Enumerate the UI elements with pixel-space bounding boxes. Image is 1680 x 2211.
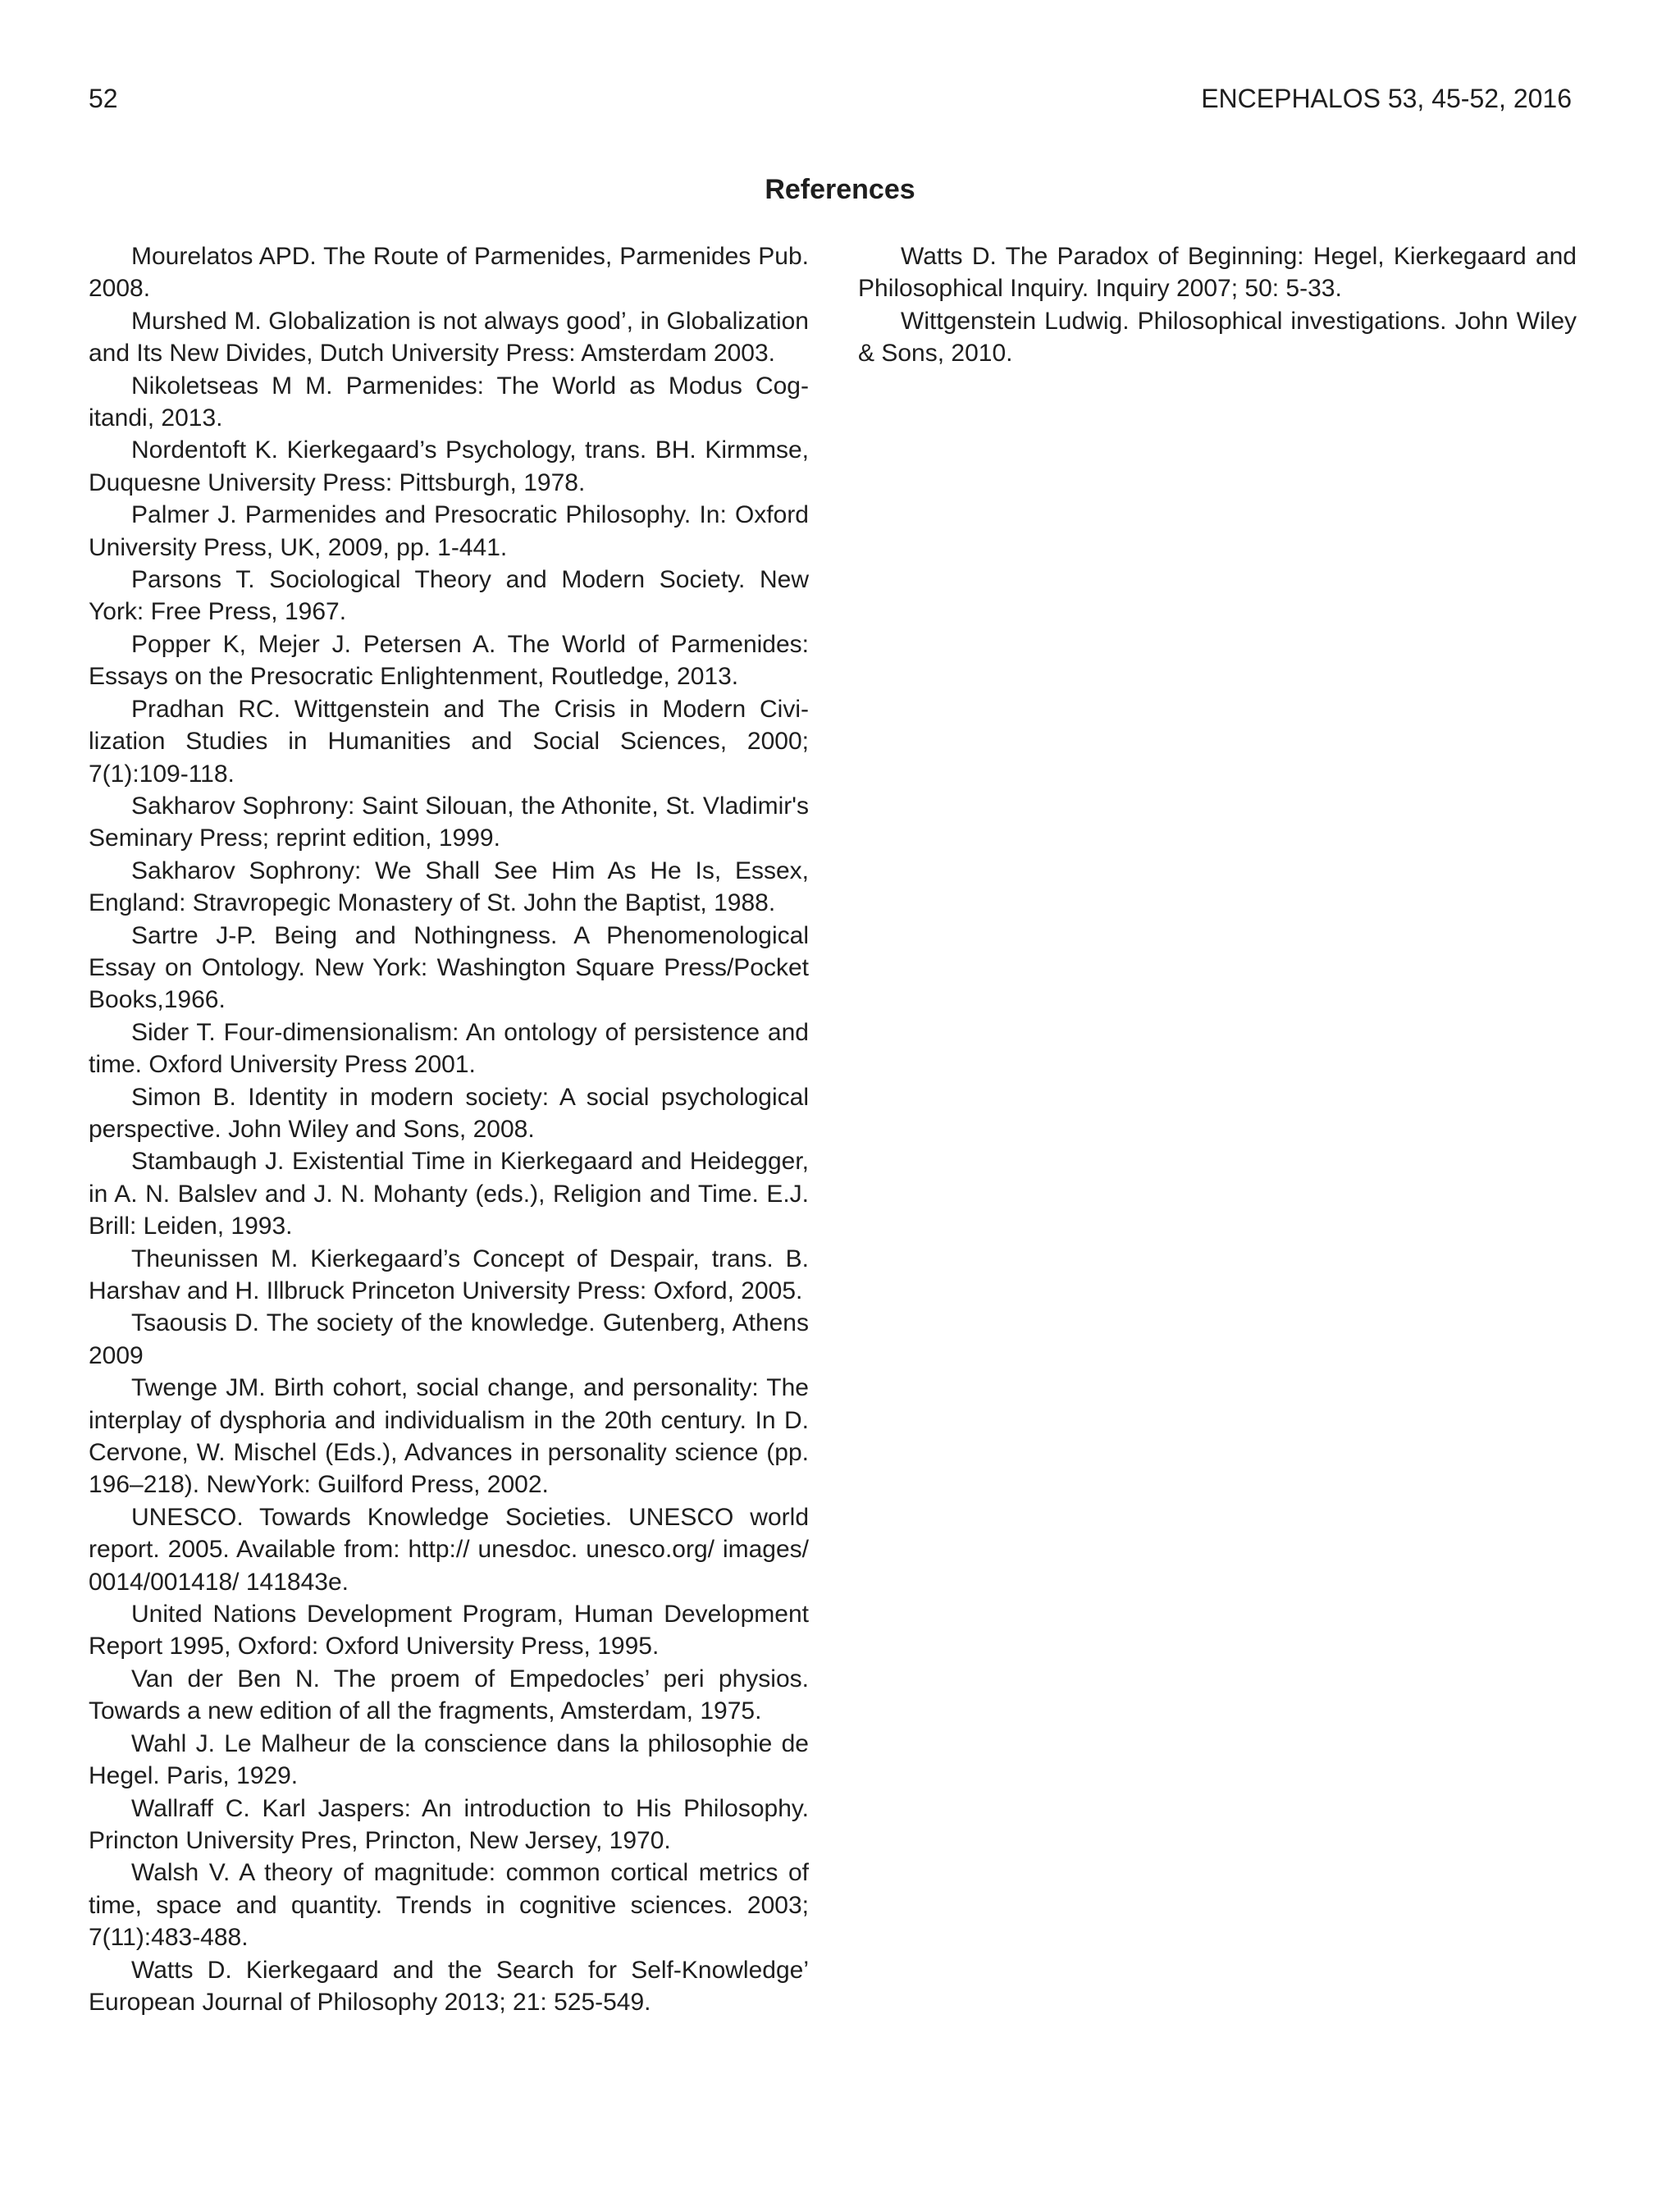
reference-item: Sakharov Sophrony: Saint Silouan, the Athonite, St. Vladimir's Seminary Press; reprint edition, 1999. [89, 792, 809, 852]
reference-item: Murshed M. Globalization is not always good’, in Globalization and Its New Divides, Dutch University Press: Amsterdam 2003. [89, 307, 809, 368]
reference-item: Mourelatos APD. The Route of Parmenides, Parmenides Pub. 2008. [89, 243, 809, 303]
reference-item: Nordentoft K. Kierkegaard’s Psychology, trans. BH. Kirmmse, Duquesne University Press: Pittsburgh, 1978. [89, 436, 809, 496]
reference-item: Popper K, Mejer J. Petersen A. The World of Parmenides: Essays on the Presocratic Enlightenment, Routledge, 2013. [89, 630, 809, 691]
reference-item: Van der Ben N. The proem of Empedocles’ peri physios. Towards a new edition of all the fragments, Amsterdam, 1975. [89, 1665, 809, 1725]
reference-item: Simon B. Identity in modern society: A social psychological perspective. John Wiley and Sons, 2008. [89, 1083, 809, 1143]
reference-item: Wallraff C. Karl Jaspers: An introduction to His Philosophy. Princton University Pres, Princton, New Jersey, 1970. [89, 1794, 809, 1854]
reference-item: Twenge JM. Birth cohort, social change, and personality: The interplay of dysphoria and individualism in the 20th century. In D. Cervone, W. Mischel (Eds.), Advances in personality science (pp. 196–218). NewYork: Guilford Press, 2002. [89, 1374, 809, 1499]
reference-item: Sider T. Four-dimensionalism: An ontology of persistence and time. Oxford University Press 2001. [89, 1018, 809, 1079]
reference-item: Wittgenstein Ludwig. Philosophical investigations. John Wiley & Sons, 2010. [858, 307, 1577, 368]
section-title: References [765, 174, 915, 205]
reference-item: UNESCO. Towards Knowledge Societies. UNESCO world report. 2005. Available from: http:// unesdoc. unesco.org/ images/ 0014/001418/ 141843e. [89, 1503, 809, 1596]
references-right-column [858, 240, 1577, 370]
reference-item: Watts D. The Paradox of Beginning: Hegel, Kierkegaard and Philosophical Inquiry. Inquiry 2007; 50: 5-33. [858, 243, 1577, 303]
reference-item: Nikoletseas M M. Parmenides: The World as Modus Cogitandi, 2013. [89, 372, 809, 432]
reference-item: Walsh V. A theory of magnitude: common cortical metrics of time, space and quantity. Trends in cognitive sciences. 2003; 7(11):483-488. [89, 1859, 809, 1952]
journal-citation: ENCEPHALOS 53, 45-52, 2016 [1201, 84, 1572, 113]
reference-item: Sakharov Sophrony: We Shall See Him As He Is, Essex, England: Stravropegic Monastery of St. John the Baptist, 1988. [89, 857, 809, 917]
reference-item: Theunissen M. Kierkegaard’s Concept of Despair, trans. B. Harshav and H. Illbruck Princeton University Press: Oxford, 2005. [89, 1245, 809, 1304]
reference-item: Pradhan RC. Wittgenstein and The Crisis in Modern Civilization Studies in Humanities and Social Sciences, 2000; 7(1):109-118. [89, 695, 809, 788]
reference-item: Wahl J. Le Malheur de la conscience dans la philosophie de Hegel. Paris, 1929. [89, 1729, 809, 1790]
references-left-column [89, 240, 809, 2018]
reference-item: Stambaugh J. Existential Time in Kierkegaard and Heidegger, in A. N. Balslev and J. N. Mohanty (eds.), Religion and Time. E.J. Brill: Leiden, 1993. [89, 1148, 809, 1240]
reference-item: Palmer J. Parmenides and Presocratic Philosophy. In: Oxford University Press, UK, 2009, pp. 1-441. [89, 501, 809, 561]
reference-item: Tsaousis D. The society of the knowledge. Gutenberg, Athens 2009 [89, 1309, 809, 1369]
page-number: 52 [89, 84, 118, 113]
reference-item: Watts D. Kierkegaard and the Search for Self-Knowledge’ European Journal of Philosophy 2013; 21: 525-549. [89, 1956, 809, 2016]
reference-item: Parsons T. Sociological Theory and Modern Society. New York: Free Press, 1967. [89, 566, 809, 626]
reference-item: United Nations Development Program, Human Development Report 1995, Oxford: Oxford University Press, 1995. [89, 1601, 809, 1661]
reference-item: Sartre J-P. Being and Nothingness. A Phenomenological Essay on Ontology. New York: Washington Square Press/Pocket Books,1966. [89, 921, 809, 1014]
